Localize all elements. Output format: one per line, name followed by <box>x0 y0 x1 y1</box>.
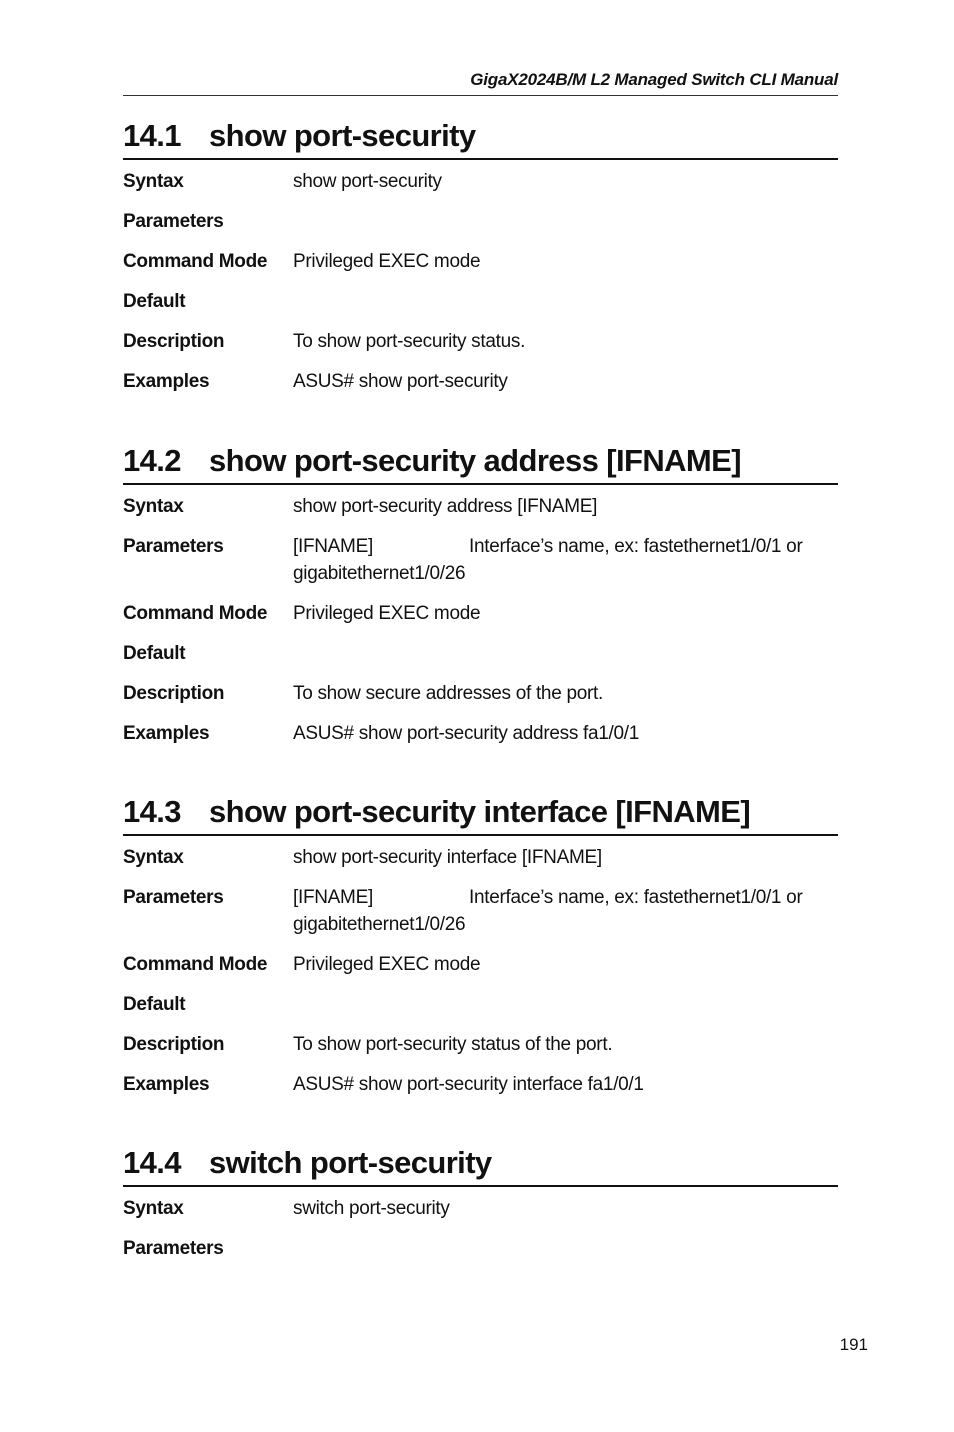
header-rule <box>123 95 838 96</box>
default-label: Default <box>123 643 186 664</box>
description-label: Description <box>123 331 225 352</box>
parameters-row <box>123 208 838 235</box>
section-heading <box>123 788 838 836</box>
param-description-continued: gigabitethernet1/0/26 <box>293 914 466 935</box>
syntax-value: switch port-security <box>293 1198 450 1219</box>
param-description: Interface’s name, ex: fastethernet1/0/1 or <box>469 536 803 557</box>
param-description: Interface’s name, ex: fastethernet1/0/1 or <box>469 887 803 908</box>
default-value <box>293 640 838 667</box>
parameters-value <box>293 1235 838 1262</box>
parameters-label: Parameters <box>123 887 224 908</box>
default-label: Default <box>123 291 186 312</box>
parameters-value <box>293 533 838 587</box>
description-value: To show port-security status of the port. <box>293 1034 613 1055</box>
command-mode-value: Privileged EXEC mode <box>293 603 481 624</box>
section-14-2 <box>123 437 838 760</box>
section-number: 14.3 <box>123 794 181 829</box>
syntax-label: Syntax <box>123 847 184 868</box>
parameters-label: Parameters <box>123 1238 224 1259</box>
description-value: To show secure addresses of the port. <box>293 683 603 704</box>
description-row <box>123 680 838 707</box>
section-title: show port-security <box>209 118 476 153</box>
syntax-row <box>123 844 838 871</box>
syntax-value: show port-security address [IFNAME] <box>293 496 598 517</box>
default-row <box>123 288 838 315</box>
section-number: 14.4 <box>123 1145 181 1180</box>
examples-value: ASUS# show port-security <box>293 371 508 392</box>
default-value <box>293 288 838 315</box>
param-name: [IFNAME] <box>293 887 373 908</box>
syntax-label: Syntax <box>123 171 184 192</box>
examples-row <box>123 720 838 747</box>
parameters-label: Parameters <box>123 536 224 557</box>
param-description-continued: gigabitethernet1/0/26 <box>293 563 466 584</box>
default-row <box>123 991 838 1018</box>
parameters-row <box>123 1235 838 1262</box>
parameters-row <box>123 533 838 587</box>
description-label: Description <box>123 1034 225 1055</box>
running-header: GigaX2024B/M L2 Managed Switch CLI Manual <box>470 70 838 89</box>
default-label: Default <box>123 994 186 1015</box>
examples-label: Examples <box>123 1074 210 1095</box>
section-number: 14.2 <box>123 443 181 478</box>
section-title: show port-security interface [IFNAME] <box>209 794 751 829</box>
syntax-label: Syntax <box>123 1198 184 1219</box>
page-number: 191 <box>839 1335 868 1354</box>
examples-value: ASUS# show port-security interface fa1/0/1 <box>293 1074 644 1095</box>
examples-label: Examples <box>123 371 210 392</box>
examples-value: ASUS# show port-security address fa1/0/1 <box>293 723 640 744</box>
section-14-3 <box>123 788 838 1111</box>
command-mode-label: Command Mode <box>123 603 268 624</box>
section-title: show port-security address [IFNAME] <box>209 443 741 478</box>
description-value: To show port-security status. <box>293 331 526 352</box>
param-name: [IFNAME] <box>293 536 373 557</box>
syntax-row <box>123 1195 838 1222</box>
examples-label: Examples <box>123 723 210 744</box>
section-14-4 <box>123 1139 838 1275</box>
description-row <box>123 1031 838 1058</box>
command-mode-value: Privileged EXEC mode <box>293 251 481 272</box>
parameters-value <box>293 884 838 938</box>
default-row <box>123 640 838 667</box>
syntax-row <box>123 493 838 520</box>
command-mode-row <box>123 248 838 275</box>
description-label: Description <box>123 683 225 704</box>
examples-row <box>123 1071 838 1098</box>
examples-row <box>123 368 838 395</box>
syntax-row <box>123 168 838 195</box>
command-mode-label: Command Mode <box>123 954 268 975</box>
command-mode-value: Privileged EXEC mode <box>293 954 481 975</box>
command-mode-row <box>123 951 838 978</box>
section-heading <box>123 112 838 160</box>
parameters-label: Parameters <box>123 211 224 232</box>
syntax-value: show port-security interface [IFNAME] <box>293 847 602 868</box>
default-value <box>293 991 838 1018</box>
section-14-1 <box>123 112 838 408</box>
section-heading <box>123 1139 838 1187</box>
syntax-label: Syntax <box>123 496 184 517</box>
command-mode-row <box>123 600 838 627</box>
section-number: 14.1 <box>123 118 181 153</box>
section-title: switch port-security <box>209 1145 492 1180</box>
parameters-row <box>123 884 838 938</box>
description-row <box>123 328 838 355</box>
section-heading <box>123 437 838 485</box>
parameters-value <box>293 208 838 235</box>
syntax-value: show port-security <box>293 171 442 192</box>
command-mode-label: Command Mode <box>123 251 268 272</box>
